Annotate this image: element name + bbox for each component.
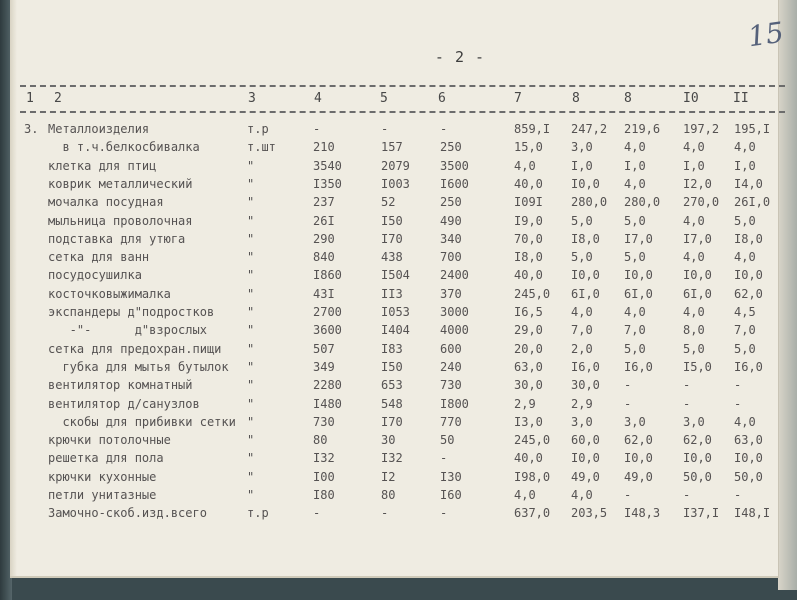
header-col-9: 8 (624, 91, 632, 106)
col-11-value: 195,I (734, 122, 771, 136)
col-9-value: 219,6 (624, 122, 661, 136)
col-7-value: 4,0 (514, 488, 536, 502)
col-7-value: I8,0 (514, 250, 543, 264)
col-6-value: 2400 (440, 268, 469, 282)
unit: " (247, 214, 255, 228)
page-number: - 2 - (434, 48, 486, 66)
unit: " (247, 177, 255, 191)
col-6-value: 770 (440, 415, 462, 429)
col-9-value: 280,0 (624, 195, 661, 209)
col-10-value: 8,0 (683, 323, 705, 337)
col-8-value: 6I,0 (571, 287, 600, 301)
col-6-value: 340 (440, 232, 462, 246)
col-10-value: I7,0 (683, 232, 712, 246)
col-11-value: 4,5 (734, 305, 756, 319)
col-5-value: - (381, 122, 389, 136)
unit: " (247, 470, 255, 484)
item-name: решетка для пола (48, 451, 164, 465)
col-9-value: 3,0 (624, 415, 646, 429)
col-5-value: 2079 (381, 159, 410, 173)
col-9-value: 4,0 (624, 305, 646, 319)
col-8-value: I8,0 (571, 232, 600, 246)
col-9-value: 62,0 (624, 433, 653, 447)
col-6-value: 370 (440, 287, 462, 301)
col-10-value: 4,0 (683, 250, 705, 264)
item-name: губка для мытья бутылок (48, 360, 229, 374)
col-9-value: - (624, 488, 632, 502)
header-col-5: 5 (380, 91, 388, 106)
col-5-value: 80 (381, 488, 396, 502)
col-7-value: 70,0 (514, 232, 543, 246)
header-col-1: 1 (26, 91, 34, 106)
item-name: петли унитазные (48, 488, 157, 502)
col-11-value: 4,0 (734, 415, 756, 429)
col-10-value: - (683, 488, 691, 502)
col-10-value: I,0 (683, 159, 705, 173)
unit: " (247, 451, 255, 465)
col-11-value: 62,0 (734, 287, 763, 301)
item-name: крючки потолочные (48, 433, 171, 447)
header-col-4: 4 (314, 91, 322, 106)
col-6-value: I60 (440, 488, 462, 502)
next-page-edge (778, 0, 797, 590)
col-8-value: I,0 (571, 159, 593, 173)
col-11-value: I48,I (734, 506, 771, 520)
col-10-value: I37,I (683, 506, 720, 520)
col-11-value: 4,0 (734, 140, 756, 154)
col-11-value: 63,0 (734, 433, 763, 447)
col-4-value: 840 (313, 250, 335, 264)
unit: " (247, 323, 255, 337)
col-8-value: 30,0 (571, 378, 600, 392)
item-name: сетка для ванн (48, 250, 150, 264)
col-5-value: I504 (381, 268, 410, 282)
col-4-value: I00 (313, 470, 335, 484)
col-9-value: 6I,0 (624, 287, 653, 301)
item-name: вентилятор д/санузлов (48, 397, 200, 411)
col-11-value: - (734, 397, 742, 411)
col-5-value: 653 (381, 378, 403, 392)
col-11-value: I0,0 (734, 451, 763, 465)
col-6-value: - (440, 122, 448, 136)
header-col-6: 6 (438, 91, 446, 106)
col-9-value: 5,0 (624, 250, 646, 264)
col-7-value: I9,0 (514, 214, 543, 228)
col-11-value: I,0 (734, 159, 756, 173)
item-name: подставка для утюга (48, 232, 186, 246)
col-4-value: I860 (313, 268, 342, 282)
col-4-value: 3600 (313, 323, 342, 337)
col-7-value: 30,0 (514, 378, 543, 392)
col-6-value: I30 (440, 470, 462, 484)
header-col-3: 3 (248, 91, 256, 106)
unit: " (247, 378, 255, 392)
unit: т.р (247, 122, 269, 136)
item-name: Металлоизделия (48, 122, 150, 136)
item-name: коврик металлический (48, 177, 193, 191)
col-5-value: I053 (381, 305, 410, 319)
header-rule-top (20, 85, 785, 87)
col-8-value: 4,0 (571, 488, 593, 502)
unit: " (247, 342, 255, 356)
col-5-value: I2 (381, 470, 396, 484)
col-7-value: I09I (514, 195, 543, 209)
col-6-value: I800 (440, 397, 469, 411)
header-col-7: 7 (514, 91, 522, 106)
col-7-value: 245,0 (514, 433, 551, 447)
col-9-value: I7,0 (624, 232, 653, 246)
header-col-8: 8 (572, 91, 580, 106)
col-4-value: I80 (313, 488, 335, 502)
col-11-value: 4,0 (734, 250, 756, 264)
col-10-value: 3,0 (683, 415, 705, 429)
col-7-value: 40,0 (514, 177, 543, 191)
col-7-value: I6,5 (514, 305, 543, 319)
col-4-value: 507 (313, 342, 335, 356)
col-8-value: 60,0 (571, 433, 600, 447)
item-name: мочалка посудная (48, 195, 164, 209)
col-7-value: 15,0 (514, 140, 543, 154)
col-8-value: I6,0 (571, 360, 600, 374)
col-4-value: 730 (313, 415, 335, 429)
col-9-value: 5,0 (624, 214, 646, 228)
col-5-value: I70 (381, 232, 403, 246)
col-5-value: I404 (381, 323, 410, 337)
col-10-value: 6I,0 (683, 287, 712, 301)
item-name: мыльница проволочная (48, 214, 193, 228)
col-8-value: 3,0 (571, 415, 593, 429)
col-6-value: 700 (440, 250, 462, 264)
col-7-value: 637,0 (514, 506, 551, 520)
col-9-value: 49,0 (624, 470, 653, 484)
col-7-value: 859,I (514, 122, 551, 136)
col-8-value: I0,0 (571, 451, 600, 465)
col-9-value: - (624, 378, 632, 392)
col-6-value: 4000 (440, 323, 469, 337)
col-11-value: - (734, 488, 742, 502)
unit: " (247, 159, 255, 173)
unit: " (247, 268, 255, 282)
col-4-value: I350 (313, 177, 342, 191)
col-4-value: 80 (313, 433, 328, 447)
col-8-value: 2,9 (571, 397, 593, 411)
col-5-value: - (381, 506, 389, 520)
col-9-value: - (624, 397, 632, 411)
col-5-value: 30 (381, 433, 396, 447)
col-4-value: 26I (313, 214, 335, 228)
col-10-value: 4,0 (683, 305, 705, 319)
col-10-value: 50,0 (683, 470, 712, 484)
col-6-value: 490 (440, 214, 462, 228)
col-6-value: I600 (440, 177, 469, 191)
col-7-value: I3,0 (514, 415, 543, 429)
unit: " (247, 232, 255, 246)
col-8-value: 203,5 (571, 506, 608, 520)
col-8-value: 247,2 (571, 122, 608, 136)
col-10-value: I2,0 (683, 177, 712, 191)
col-9-value: 7,0 (624, 323, 646, 337)
col-8-value: I0,0 (571, 177, 600, 191)
item-name: Замочно-скоб.изд.всего (48, 506, 207, 520)
header-col-11: II (733, 91, 749, 106)
col-10-value: I5,0 (683, 360, 712, 374)
col-4-value: 2280 (313, 378, 342, 392)
item-name: клетка для птиц (48, 159, 157, 173)
unit: " (247, 433, 255, 447)
item-name: сетка для предохран.пищи (48, 342, 222, 356)
col-6-value: 250 (440, 195, 462, 209)
item-name: экспандеры д"подростков (48, 305, 215, 319)
col-4-value: 210 (313, 140, 335, 154)
col-5-value: I50 (381, 214, 403, 228)
handwritten-page-mark: 15 (745, 15, 786, 54)
col-8-value: 7,0 (571, 323, 593, 337)
col-9-value: I,0 (624, 159, 646, 173)
col-8-value: 5,0 (571, 250, 593, 264)
col-10-value: 270,0 (683, 195, 720, 209)
document-page (10, 0, 786, 578)
col-10-value: 62,0 (683, 433, 712, 447)
col-8-value: 4,0 (571, 305, 593, 319)
col-6-value: 50 (440, 433, 455, 447)
header-col-2: 2 (54, 91, 62, 106)
col-6-value: - (440, 451, 448, 465)
col-11-value: 26I,0 (734, 195, 771, 209)
item-name: посудосушилка (48, 268, 142, 282)
col-5-value: I50 (381, 360, 403, 374)
col-6-value: 250 (440, 140, 462, 154)
col-8-value: 5,0 (571, 214, 593, 228)
col-5-value: 52 (381, 195, 396, 209)
col-10-value: - (683, 378, 691, 392)
col-10-value: 4,0 (683, 214, 705, 228)
col-11-value: 7,0 (734, 323, 756, 337)
item-name: крючки кухонные (48, 470, 157, 484)
col-4-value: 2700 (313, 305, 342, 319)
col-9-value: I0,0 (624, 451, 653, 465)
unit: " (247, 415, 255, 429)
item-name: скобы для прибивки сетки (48, 415, 236, 429)
col-7-value: I98,0 (514, 470, 551, 484)
col-5-value: II3 (381, 287, 403, 301)
col-7-value: 245,0 (514, 287, 551, 301)
unit: " (247, 360, 255, 374)
col-11-value: - (734, 378, 742, 392)
col-10-value: - (683, 397, 691, 411)
col-5-value: 548 (381, 397, 403, 411)
unit: " (247, 397, 255, 411)
col-11-value: 50,0 (734, 470, 763, 484)
col-11-value: 5,0 (734, 214, 756, 228)
row-number: 3. (24, 122, 39, 136)
unit: " (247, 488, 255, 502)
col-8-value: 3,0 (571, 140, 593, 154)
col-7-value: 63,0 (514, 360, 543, 374)
col-6-value: 240 (440, 360, 462, 374)
col-4-value: 3540 (313, 159, 342, 173)
col-5-value: 157 (381, 140, 403, 154)
unit: " (247, 287, 255, 301)
item-name: -"- д"взрослых (48, 323, 207, 337)
unit: " (247, 305, 255, 319)
col-11-value: I6,0 (734, 360, 763, 374)
col-5-value: 438 (381, 250, 403, 264)
col-4-value: 237 (313, 195, 335, 209)
col-5-value: I003 (381, 177, 410, 191)
col-7-value: 40,0 (514, 451, 543, 465)
col-9-value: 4,0 (624, 177, 646, 191)
col-9-value: I48,3 (624, 506, 661, 520)
col-5-value: I83 (381, 342, 403, 356)
col-9-value: 5,0 (624, 342, 646, 356)
header-col-10: I0 (683, 91, 699, 106)
col-9-value: I6,0 (624, 360, 653, 374)
col-4-value: I480 (313, 397, 342, 411)
col-9-value: I0,0 (624, 268, 653, 282)
col-4-value: I32 (313, 451, 335, 465)
col-4-value: 290 (313, 232, 335, 246)
unit: " (247, 250, 255, 264)
col-7-value: 20,0 (514, 342, 543, 356)
col-8-value: I0,0 (571, 268, 600, 282)
item-name: вентилятор комнатный (48, 378, 193, 392)
col-7-value: 40,0 (514, 268, 543, 282)
col-11-value: I4,0 (734, 177, 763, 191)
header-rule-bottom (20, 111, 785, 113)
col-4-value: 349 (313, 360, 335, 374)
col-6-value: 730 (440, 378, 462, 392)
col-10-value: I0,0 (683, 268, 712, 282)
unit: т.шт (247, 140, 276, 154)
unit: т.р (247, 506, 269, 520)
col-10-value: 4,0 (683, 140, 705, 154)
col-5-value: I32 (381, 451, 403, 465)
col-9-value: 4,0 (624, 140, 646, 154)
col-7-value: 4,0 (514, 159, 536, 173)
col-11-value: I0,0 (734, 268, 763, 282)
col-8-value: 2,0 (571, 342, 593, 356)
item-name: в т.ч.белкосбивалка (48, 140, 200, 154)
col-4-value: - (313, 122, 321, 136)
item-name: косточковыжималка (48, 287, 171, 301)
col-10-value: 5,0 (683, 342, 705, 356)
col-8-value: 49,0 (571, 470, 600, 484)
col-5-value: I70 (381, 415, 403, 429)
col-6-value: - (440, 506, 448, 520)
col-6-value: 3500 (440, 159, 469, 173)
col-6-value: 600 (440, 342, 462, 356)
col-10-value: 197,2 (683, 122, 720, 136)
col-11-value: I8,0 (734, 232, 763, 246)
col-4-value: - (313, 506, 321, 520)
col-6-value: 3000 (440, 305, 469, 319)
col-7-value: 2,9 (514, 397, 536, 411)
col-11-value: 5,0 (734, 342, 756, 356)
col-4-value: 43I (313, 287, 335, 301)
col-10-value: I0,0 (683, 451, 712, 465)
col-8-value: 280,0 (571, 195, 608, 209)
col-7-value: 29,0 (514, 323, 543, 337)
unit: " (247, 195, 255, 209)
